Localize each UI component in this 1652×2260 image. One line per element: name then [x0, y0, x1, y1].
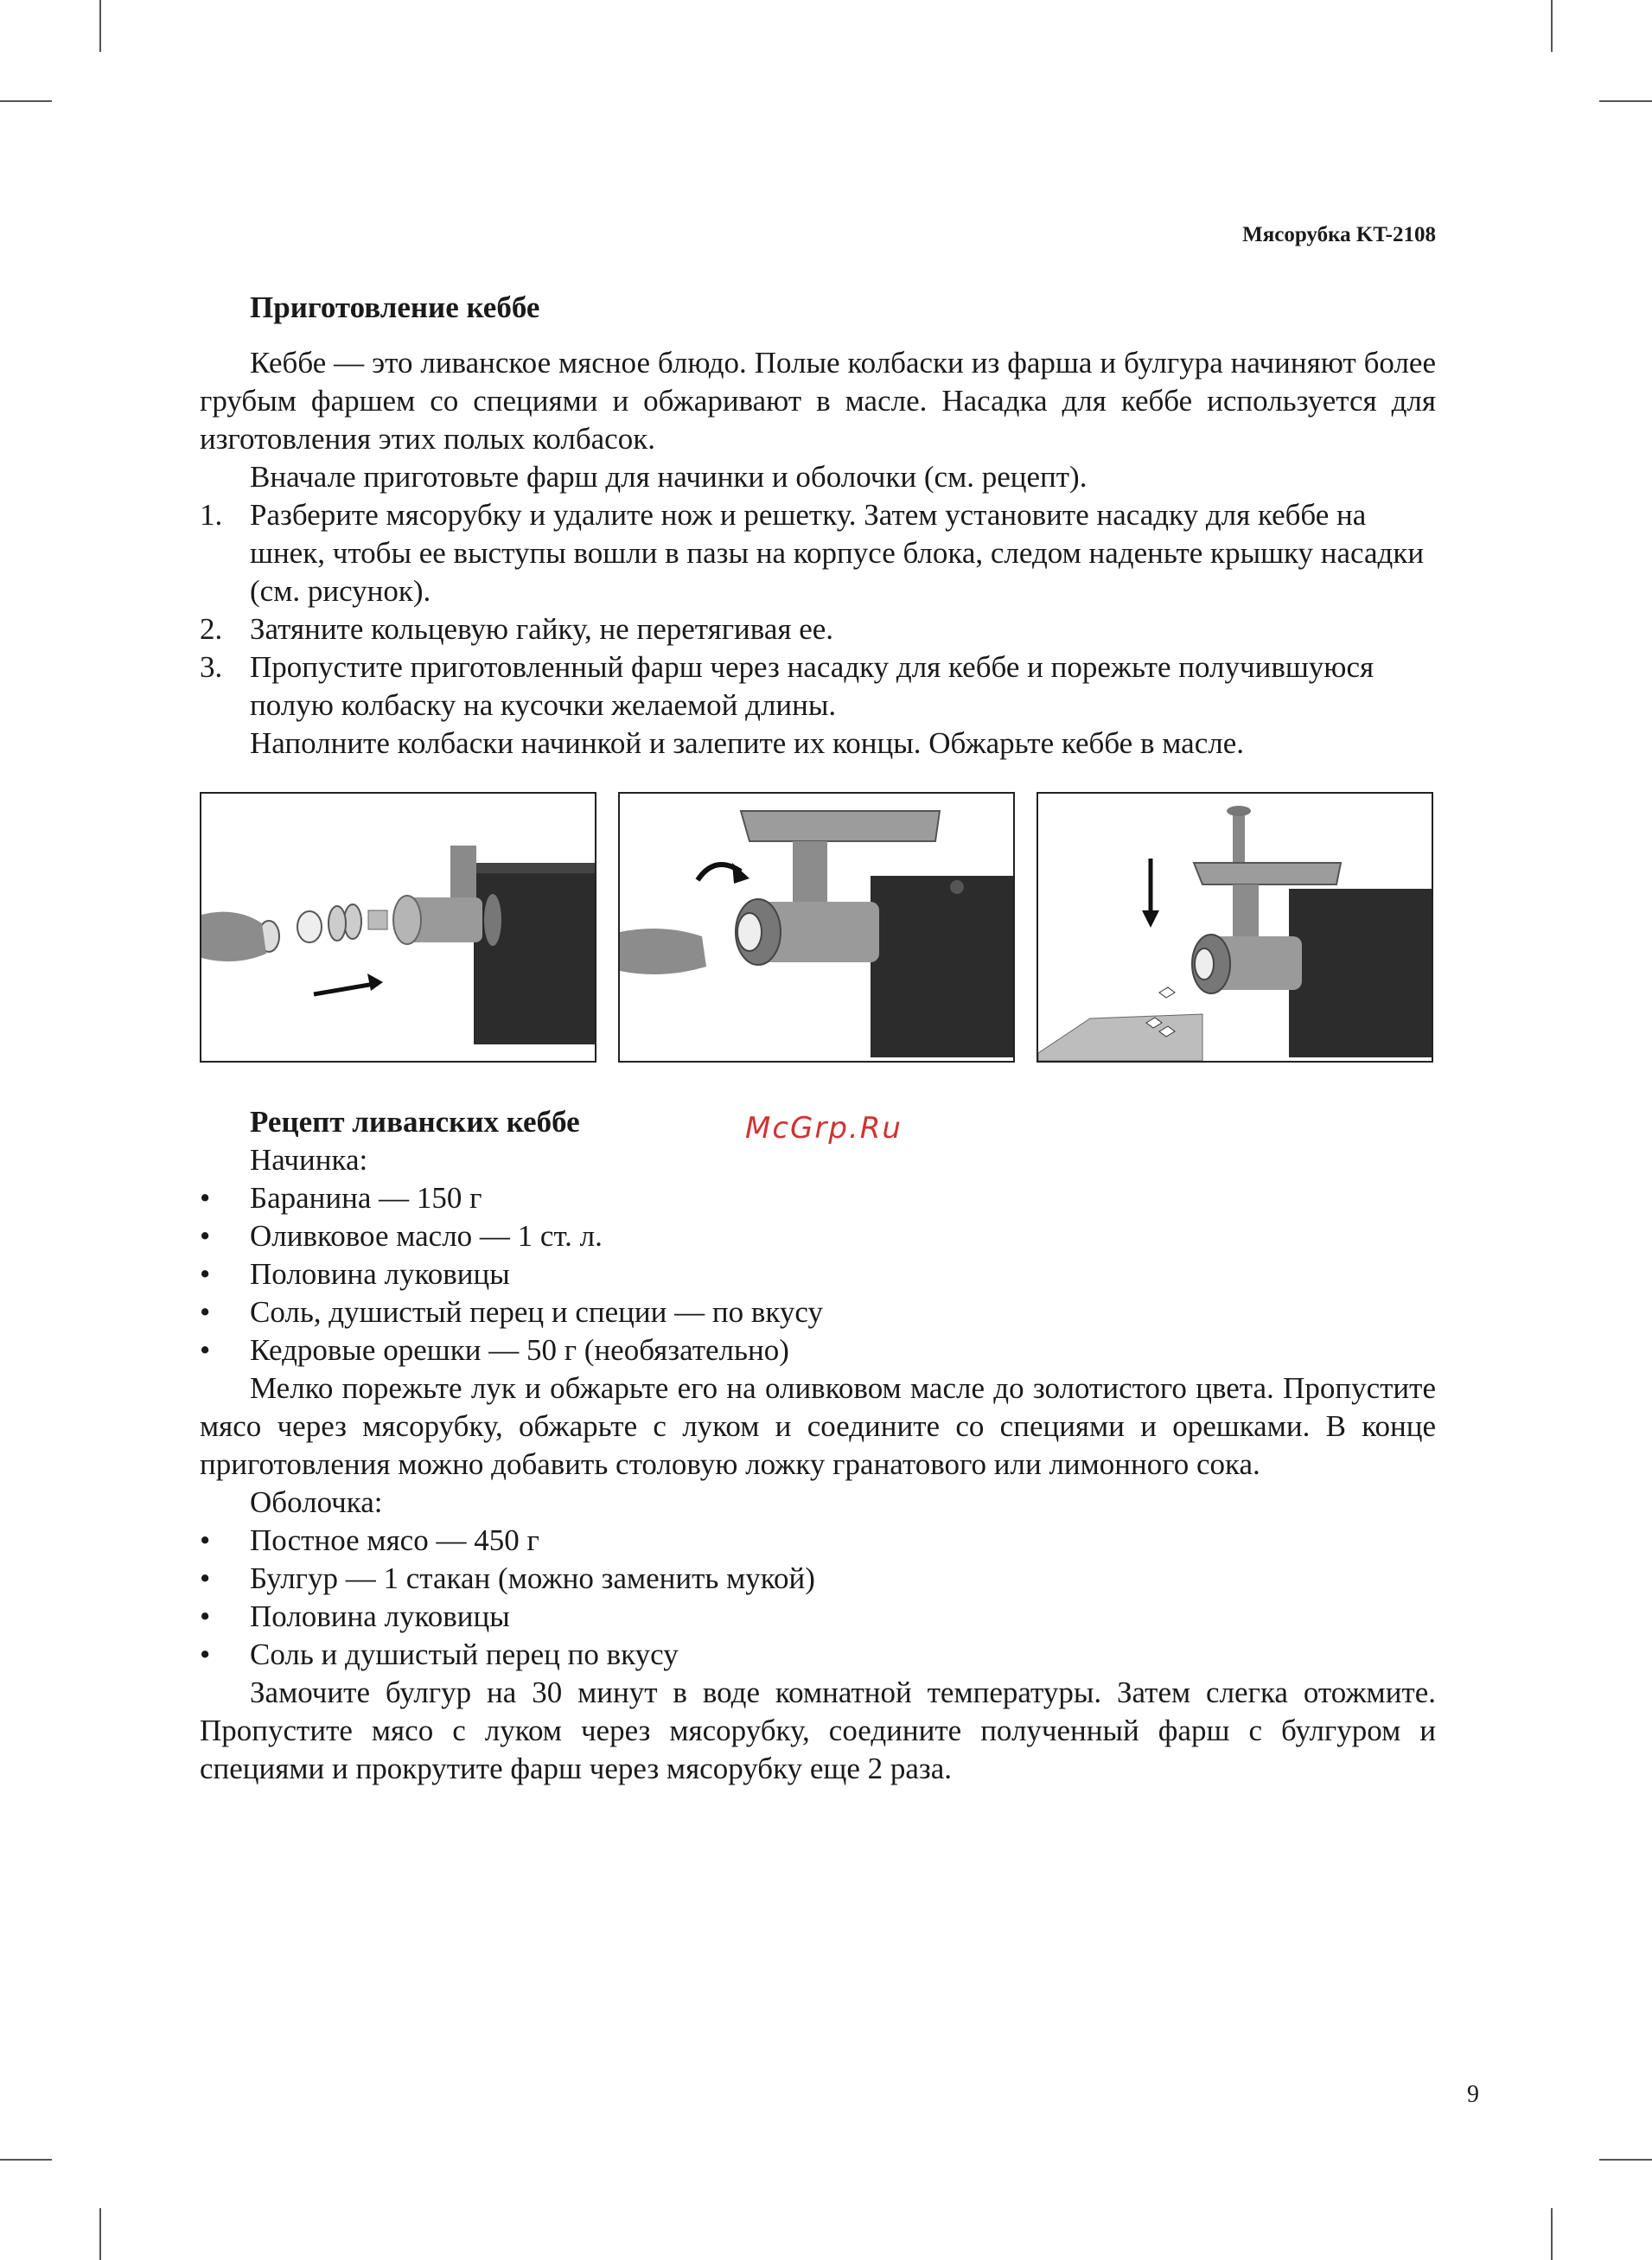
crop-mark: [0, 100, 52, 102]
list-item: • Половина луковицы: [200, 1255, 1436, 1293]
crop-mark: [99, 0, 101, 52]
page-number: 9: [1467, 2081, 1479, 2108]
list-item: • Кедровые орешки — 50 г (необязательно): [200, 1331, 1436, 1369]
shell-label: Оболочка:: [250, 1485, 383, 1519]
list-item: • Половина луковицы: [200, 1598, 1436, 1636]
list-item: • Постное мясо — 450 г: [200, 1522, 1436, 1560]
closing-paragraph: Наполните колбаски начинкой и залепите их концы. Обжарьте кеббе в масле.: [250, 726, 1244, 760]
crop-mark: [0, 2159, 52, 2161]
illustration-disassembled-parts: [201, 794, 595, 1061]
list-item: • Соль и душистый перец по вкусу: [200, 1636, 1436, 1674]
watermark: McGrp.Ru: [745, 1111, 903, 1146]
assembly-figures: [200, 792, 1436, 1063]
intro-paragraph: Кеббе — это ливанское мясное блюдо. Полые колбаски из фарша и булгура начиняют более грубым фаршем со специями и обжаривают в масле. Насадка для кеббе используется для изготовления этих полых колбасок.: [200, 346, 1436, 456]
illustration-install-attachment: [620, 794, 1013, 1061]
crop-mark: [1599, 2159, 1652, 2161]
shell-list: [200, 1522, 1436, 1674]
filling-list: [200, 1179, 1436, 1369]
figure-disassembly: [200, 792, 596, 1063]
illustration-extruding: [1038, 794, 1432, 1061]
section-heading: Приготовление кеббе: [250, 290, 540, 324]
filling-instructions: Мелко порежьте лук и обжарьте его на оливковом масле до золотистого цвета. Пропустите мясо через мясорубку, обжарьте с луком и соедините со специями и орешками. В конце приготовления можно добавить столовую ложку гранатового или лимонного сока.: [200, 1371, 1436, 1481]
filling-label: Начинка:: [250, 1143, 368, 1177]
crop-mark: [1599, 100, 1652, 102]
crop-mark: [1551, 0, 1553, 52]
recipe-heading: Рецепт ливанских кеббе: [250, 1105, 580, 1139]
prep-paragraph: Вначале приготовьте фарш для начинки и оболочки (см. рецепт).: [250, 460, 1088, 494]
running-header: Мясорубка KT-2108: [1242, 223, 1436, 246]
list-item: • Оливковое масло — 1 ст. л.: [200, 1217, 1436, 1255]
figure-extruding-kebbe: [1036, 792, 1433, 1063]
step-item: 2. Затяните кольцевую гайку, не перетягивая ее.: [200, 612, 834, 646]
section-preparation: [200, 289, 1436, 763]
crop-mark: [99, 2208, 101, 2260]
shell-instructions: Замочите булгур на 30 минут в воде комнатной температуры. Затем слегка отожмите. Пропустите мясо с луком через мясорубку, соедините полученный фарш с булгуром и специями и прокрутите фарш через мясорубку еще 2 раза.: [200, 1676, 1436, 1785]
step-item: 1. Разберите мясорубку и удалите нож и решетку. Затем установите насадку для кеббе на шнек, чтобы ее выступы вошли в пазы на корпусе блока, следом наденьте крышку насадки (см. рисунок).: [200, 498, 1425, 608]
figure-installing-attachment: [618, 792, 1015, 1063]
section-recipe: [200, 1103, 1436, 1788]
step-item: 3. Пропустите приготовленный фарш через насадку для кеббе и порежьте получившуюся полую колбаску на кусочки желаемой длины.: [200, 650, 1375, 722]
list-item: • Баранина — 150 г: [200, 1179, 1436, 1217]
list-item: • Соль, душистый перец и специи — по вкусу: [200, 1293, 1436, 1331]
crop-mark: [1551, 2208, 1553, 2260]
steps-list: [200, 496, 1436, 725]
list-item: • Булгур — 1 стакан (можно заменить мукой): [200, 1560, 1436, 1598]
